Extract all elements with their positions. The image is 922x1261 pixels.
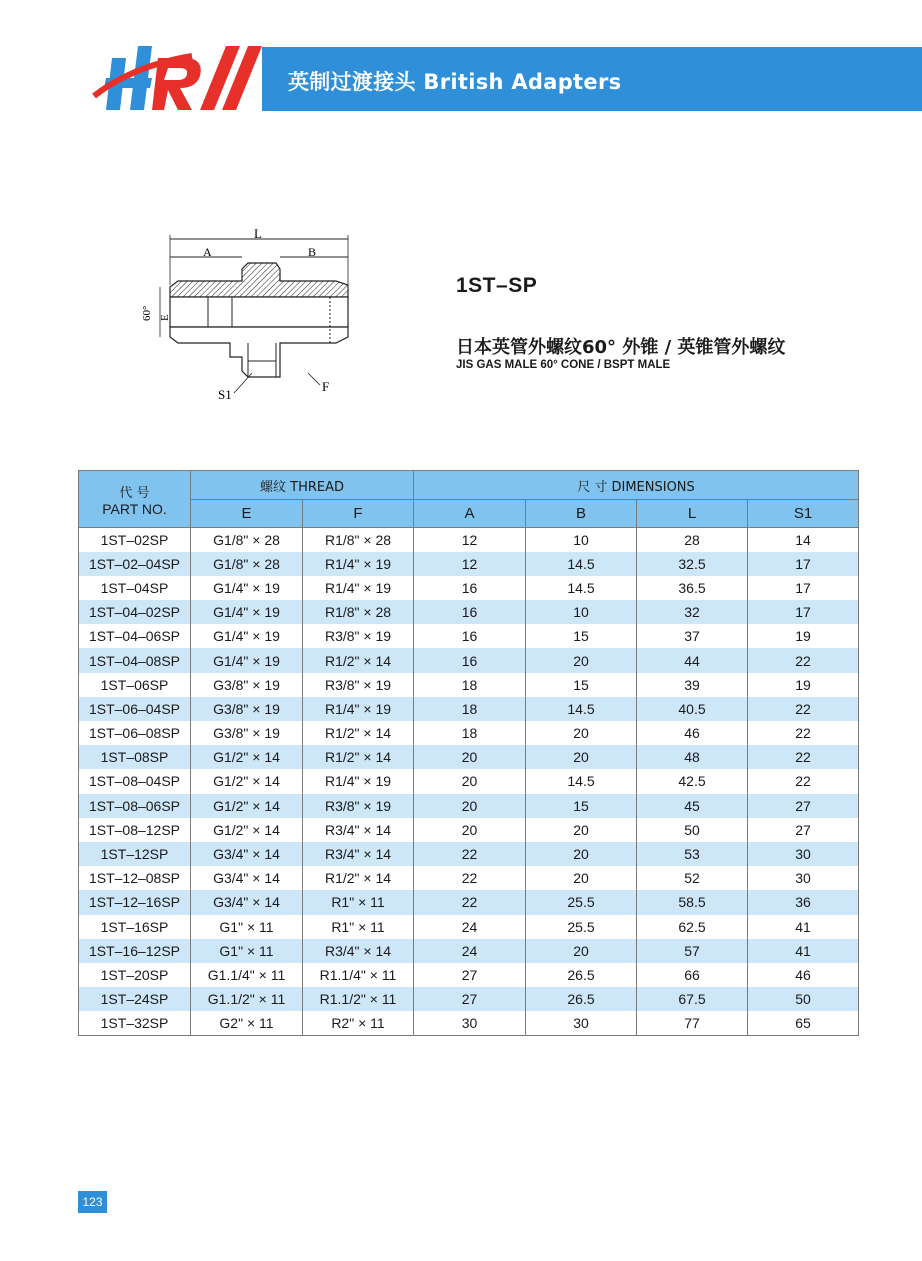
table-cell: 32 xyxy=(637,600,748,624)
table-cell: R1.1/4" × 11 xyxy=(303,963,414,987)
table-cell: G1/2" × 14 xyxy=(191,769,303,793)
table-cell: 16 xyxy=(414,600,526,624)
table-cell: 18 xyxy=(414,697,526,721)
table-row xyxy=(79,866,859,890)
table-row xyxy=(79,818,859,842)
table-cell: 52 xyxy=(637,866,748,890)
table-row xyxy=(79,600,859,624)
table-cell: 15 xyxy=(526,794,637,818)
table-row xyxy=(79,576,859,600)
table-cell: 22 xyxy=(414,866,526,890)
table-cell: 15 xyxy=(526,673,637,697)
table-cell: 41 xyxy=(748,915,859,939)
table-cell: 26.5 xyxy=(526,963,637,987)
table-cell: R1" × 11 xyxy=(303,890,414,914)
table-cell: 66 xyxy=(637,963,748,987)
dimension-table xyxy=(78,470,859,1036)
table-cell: 20 xyxy=(526,745,637,769)
table-cell: 1ST–06–04SP xyxy=(79,697,191,721)
table-cell: 57 xyxy=(637,939,748,963)
table-cell: 22 xyxy=(748,697,859,721)
table-cell: 20 xyxy=(414,818,526,842)
table-cell: G1.1/4" × 11 xyxy=(191,963,303,987)
table-cell: G1" × 11 xyxy=(191,939,303,963)
table-cell: R1/2" × 14 xyxy=(303,648,414,672)
table-cell: 1ST–08–06SP xyxy=(79,794,191,818)
table-cell: 20 xyxy=(526,648,637,672)
column-header: S1 xyxy=(748,500,859,528)
table-cell: G1/8" × 28 xyxy=(191,528,303,552)
table-cell: 22 xyxy=(748,745,859,769)
table-cell: 1ST–16–12SP xyxy=(79,939,191,963)
part-no-header-cn: 代 号 xyxy=(119,485,150,501)
table-cell: G1/4" × 19 xyxy=(191,648,303,672)
table-cell: 14 xyxy=(748,528,859,552)
table-cell: 14.5 xyxy=(526,697,637,721)
table-cell: 22 xyxy=(748,769,859,793)
header-title: 英制过渡接头 British Adapters xyxy=(288,70,622,94)
table-cell: 1ST–08SP xyxy=(79,745,191,769)
table-cell: 36 xyxy=(748,890,859,914)
column-header: E xyxy=(191,500,303,528)
table-cell: G3/8" × 19 xyxy=(191,697,303,721)
table-cell: 20 xyxy=(526,866,637,890)
table-cell: 1ST–08–04SP xyxy=(79,769,191,793)
table-cell: 1ST–16SP xyxy=(79,915,191,939)
table-cell: G3/4" × 14 xyxy=(191,866,303,890)
model-code: 1ST–SP xyxy=(456,274,538,297)
table-cell: 20 xyxy=(526,818,637,842)
table-cell: 45 xyxy=(637,794,748,818)
table-cell: 48 xyxy=(637,745,748,769)
table-cell: 1ST–08–12SP xyxy=(79,818,191,842)
table-cell: 42.5 xyxy=(637,769,748,793)
table-cell: 50 xyxy=(748,987,859,1011)
table-cell: R3/4" × 14 xyxy=(303,818,414,842)
table-cell: 46 xyxy=(637,721,748,745)
label-E: E xyxy=(159,314,171,321)
table-cell: G1/8" × 28 xyxy=(191,552,303,576)
table-row xyxy=(79,528,859,552)
label-F: F xyxy=(322,379,330,394)
table-cell: 36.5 xyxy=(637,576,748,600)
table-cell: 1ST–06SP xyxy=(79,673,191,697)
table-cell: R1/2" × 14 xyxy=(303,866,414,890)
table-row xyxy=(79,915,859,939)
label-L: L xyxy=(254,226,262,241)
table-cell: G1/2" × 14 xyxy=(191,794,303,818)
table-cell: R3/4" × 14 xyxy=(303,842,414,866)
table-row xyxy=(79,697,859,721)
table-cell: 12 xyxy=(414,528,526,552)
table-cell: 14.5 xyxy=(526,769,637,793)
table-row xyxy=(79,987,859,1011)
description-cn: 日本英管外螺纹60° 外锥 / 英锥管外螺纹 xyxy=(456,337,786,358)
table-row xyxy=(79,1011,859,1035)
table-cell: R1/4" × 19 xyxy=(303,697,414,721)
table-cell: 67.5 xyxy=(637,987,748,1011)
table-cell: 14.5 xyxy=(526,576,637,600)
table-cell: 58.5 xyxy=(637,890,748,914)
table-cell: R1/2" × 14 xyxy=(303,721,414,745)
table-cell: 1ST–04SP xyxy=(79,576,191,600)
table-cell: 22 xyxy=(748,721,859,745)
table-cell: 22 xyxy=(748,648,859,672)
table-row xyxy=(79,842,859,866)
description-en: JIS GAS MALE 60° CONE / BSPT MALE xyxy=(456,359,671,371)
table-cell: 20 xyxy=(526,721,637,745)
table-cell: 32.5 xyxy=(637,552,748,576)
table-cell: R2" × 11 xyxy=(303,1011,414,1035)
table-cell: 10 xyxy=(526,528,637,552)
table-cell: 20 xyxy=(526,939,637,963)
table-cell: 30 xyxy=(748,842,859,866)
table-row xyxy=(79,745,859,769)
table-cell: 77 xyxy=(637,1011,748,1035)
table-row xyxy=(79,794,859,818)
table-cell: 25.5 xyxy=(526,915,637,939)
table-cell: 46 xyxy=(748,963,859,987)
table-cell: 17 xyxy=(748,552,859,576)
table-cell: 44 xyxy=(637,648,748,672)
table-cell: R1.1/2" × 11 xyxy=(303,987,414,1011)
table-cell: 1ST–04–08SP xyxy=(79,648,191,672)
table-cell: G3/8" × 19 xyxy=(191,673,303,697)
table-cell: 37 xyxy=(637,624,748,648)
label-S1: S1 xyxy=(218,387,232,402)
table-cell: G1/4" × 19 xyxy=(191,576,303,600)
table-cell: 16 xyxy=(414,648,526,672)
table-cell: 30 xyxy=(414,1011,526,1035)
table-cell: 18 xyxy=(414,673,526,697)
table-cell: 27 xyxy=(414,963,526,987)
table-cell: G1" × 11 xyxy=(191,915,303,939)
table-row xyxy=(79,648,859,672)
part-no-header-en: PART NO. xyxy=(102,500,167,517)
table-cell: 19 xyxy=(748,673,859,697)
adapter-drawing xyxy=(130,225,360,405)
table-cell: 1ST–06–08SP xyxy=(79,721,191,745)
table-cell: R1/8" × 28 xyxy=(303,600,414,624)
table-cell: 1ST–02SP xyxy=(79,528,191,552)
table-cell: 22 xyxy=(414,842,526,866)
table-cell: G3/4" × 14 xyxy=(191,890,303,914)
table-cell: R1/2" × 14 xyxy=(303,745,414,769)
column-header: B xyxy=(526,500,637,528)
table-cell: R3/8" × 19 xyxy=(303,624,414,648)
table-cell: 39 xyxy=(637,673,748,697)
table-cell: G3/4" × 14 xyxy=(191,842,303,866)
table-cell: 24 xyxy=(414,915,526,939)
company-logo xyxy=(92,38,272,118)
table-cell: 18 xyxy=(414,721,526,745)
thread-group-header: 螺纹 THREAD xyxy=(191,471,414,500)
table-cell: 30 xyxy=(526,1011,637,1035)
table-row xyxy=(79,721,859,745)
table-cell: 19 xyxy=(748,624,859,648)
table-cell: R1" × 11 xyxy=(303,915,414,939)
table-cell: 10 xyxy=(526,600,637,624)
table-cell: 1ST–12SP xyxy=(79,842,191,866)
table-cell: R1/4" × 19 xyxy=(303,576,414,600)
table-cell: G1.1/2" × 11 xyxy=(191,987,303,1011)
column-header: L xyxy=(637,500,748,528)
table-cell: 15 xyxy=(526,624,637,648)
label-B: B xyxy=(308,245,317,259)
table-cell: G1/4" × 19 xyxy=(191,624,303,648)
table-cell: 1ST–24SP xyxy=(79,987,191,1011)
table-row xyxy=(79,769,859,793)
table-cell: 1ST–12–16SP xyxy=(79,890,191,914)
table-cell: R1/4" × 19 xyxy=(303,552,414,576)
table-cell: G2" × 11 xyxy=(191,1011,303,1035)
table-cell: 20 xyxy=(414,794,526,818)
table-cell: 14.5 xyxy=(526,552,637,576)
table-row xyxy=(79,939,859,963)
page-number: 123 xyxy=(78,1191,107,1213)
table-cell: 27 xyxy=(748,794,859,818)
table-cell: 22 xyxy=(414,890,526,914)
table-row xyxy=(79,673,859,697)
table-cell: 27 xyxy=(748,818,859,842)
table-cell: 16 xyxy=(414,624,526,648)
table-cell: 65 xyxy=(748,1011,859,1035)
table-cell: 1ST–02–04SP xyxy=(79,552,191,576)
column-header: F xyxy=(303,500,414,528)
dimensions-group-header: 尺 寸 DIMENSIONS xyxy=(414,471,859,500)
table-row xyxy=(79,624,859,648)
table-cell: R3/8" × 19 xyxy=(303,673,414,697)
part-no-header xyxy=(79,471,191,528)
table-cell: R1/4" × 19 xyxy=(303,769,414,793)
column-header: A xyxy=(414,500,526,528)
table-cell: 27 xyxy=(414,987,526,1011)
table-cell: 30 xyxy=(748,866,859,890)
table-cell: R3/4" × 14 xyxy=(303,939,414,963)
table-cell: 25.5 xyxy=(526,890,637,914)
table-cell: 40.5 xyxy=(637,697,748,721)
table-cell: 12 xyxy=(414,552,526,576)
table-cell: G1/2" × 14 xyxy=(191,818,303,842)
table-cell: 53 xyxy=(637,842,748,866)
table-cell: G1/2" × 14 xyxy=(191,745,303,769)
table-cell: 24 xyxy=(414,939,526,963)
table-cell: 62.5 xyxy=(637,915,748,939)
table-cell: 20 xyxy=(414,769,526,793)
table-cell: 1ST–12–08SP xyxy=(79,866,191,890)
table-cell: 20 xyxy=(526,842,637,866)
table-cell: 1ST–20SP xyxy=(79,963,191,987)
table-row xyxy=(79,963,859,987)
table-cell: 41 xyxy=(748,939,859,963)
table-cell: 17 xyxy=(748,600,859,624)
table-cell: G3/8" × 19 xyxy=(191,721,303,745)
table-cell: G1/4" × 19 xyxy=(191,600,303,624)
table-cell: 26.5 xyxy=(526,987,637,1011)
table-cell: 50 xyxy=(637,818,748,842)
table-cell: 16 xyxy=(414,576,526,600)
label-A: A xyxy=(203,245,212,259)
table-cell: R3/8" × 19 xyxy=(303,794,414,818)
table-cell: 1ST–04–06SP xyxy=(79,624,191,648)
table-row xyxy=(79,552,859,576)
label-angle: 60° xyxy=(141,305,153,321)
table-cell: 28 xyxy=(637,528,748,552)
table-cell: R1/8" × 28 xyxy=(303,528,414,552)
table-cell: 1ST–32SP xyxy=(79,1011,191,1035)
table-row xyxy=(79,890,859,914)
table-cell: 17 xyxy=(748,576,859,600)
table-cell: 1ST–04–02SP xyxy=(79,600,191,624)
table-cell: 20 xyxy=(414,745,526,769)
